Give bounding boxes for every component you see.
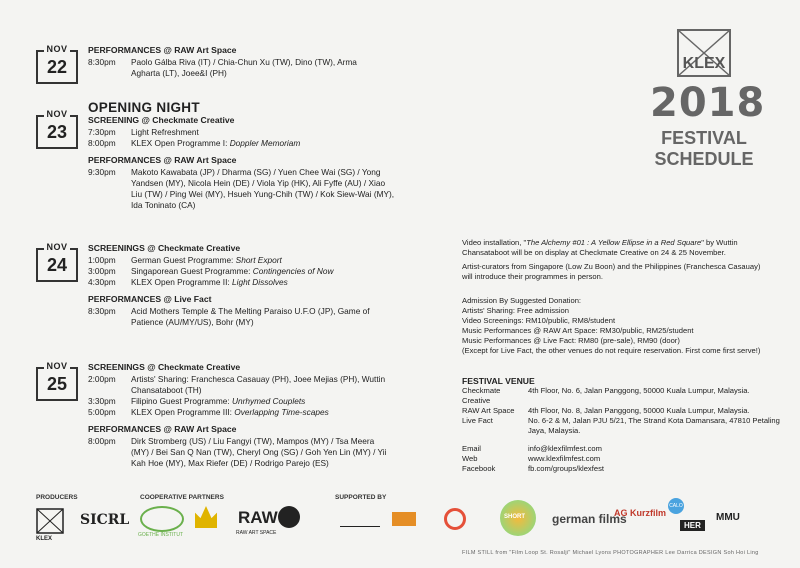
raw-logo: RAW: [238, 508, 278, 527]
description: Filipino Guest Programme: Unrhymed Couplets: [131, 396, 306, 406]
description: KLEX Open Programme I: Doppler Memoriam: [131, 138, 301, 148]
description: Acid Mothers Temple & The Melting Paraiso U.F.O (JP), Game of Patience (AU/MY/US), Bohr (MY): [131, 306, 370, 327]
contact-info: [462, 444, 762, 474]
venue-heading: FESTIVAL VENUE: [462, 376, 535, 386]
contact-row: [462, 444, 762, 454]
klex-logo-text: KLEX: [36, 536, 53, 542]
time: 8:30pm: [88, 306, 116, 316]
logo-text: KLEX: [682, 55, 726, 72]
time: 7:30pm: [88, 127, 116, 137]
description: Light Refreshment: [131, 127, 199, 137]
time: 1:00pm: [88, 255, 116, 265]
venue-row: [462, 386, 782, 406]
venue-name: Checkmate Creative: [462, 386, 501, 405]
date-month: NOV: [44, 44, 70, 54]
klex-producer-logo: [36, 508, 64, 534]
schedule-row: [88, 266, 388, 277]
date-badge-nov23: [36, 109, 78, 149]
venue-name: RAW Art Space: [462, 406, 515, 415]
credits-line: FILM STILL from "Film Loop St. Rosalji" Michael Lyons PHOTOGRAPHER Lee Darrica DESIGN Soh Hoi Ling: [462, 550, 759, 556]
raw-logo-sub: RAW ART SPACE: [236, 530, 277, 536]
short-metrage-logo-icon: [340, 514, 380, 527]
goethe-logo-text: GOETHE INSTITUT: [138, 532, 183, 538]
filmforderung-logo-icon: [444, 508, 466, 530]
time: 8:30pm: [88, 57, 116, 67]
venue-row: [462, 416, 782, 436]
crown-logo-icon: [195, 506, 217, 528]
schedule-row: [88, 127, 398, 138]
section-heading: PERFORMANCES @ Live Fact: [88, 294, 212, 304]
schedule-row: [88, 277, 388, 288]
contact-label: Facebook: [462, 464, 496, 473]
contact-row: [462, 454, 762, 464]
schedule-row: [88, 138, 398, 149]
section-nov24: [88, 243, 388, 328]
admission-line: Music Performances @ RAW Art Space: RM30/public, RM25/student: [462, 326, 694, 335]
section-nov22: [88, 45, 378, 79]
date-day: 23: [46, 122, 68, 142]
contact-link[interactable]: fb.com/groups/klexfest: [528, 464, 604, 473]
short-logo-text: SHORT: [504, 514, 525, 520]
section-heading: PERFORMANCES @ RAW Art Space: [88, 155, 237, 165]
contact-link[interactable]: www.klexfilmfest.com: [528, 454, 601, 463]
curators-note: Artist-curators from Singapore (Low Zu Boon) and the Philippines (Franchesca Casauay) will introduce their programmes in person.: [462, 262, 761, 281]
venue-address: 4th Floor, No. 8, Jalan Panggong, 50000 Kuala Lumpur, Malaysia.: [528, 406, 750, 415]
ag-kurzfilm-logo: AG Kurzfilm: [614, 508, 667, 518]
description: Artists' Sharing: Franchesca Casauay (PH), Joee Mejias (PH), Wuttin Chansataboot (TH): [131, 374, 386, 395]
schedule-row: [88, 255, 388, 266]
sponsor-logo-icon: [392, 512, 416, 526]
sicrl-logo: SICRL: [80, 512, 130, 528]
date-month: NOV: [44, 109, 70, 119]
venue-address: No. 6-2 & M, Jalan PJU 5/21, The Strand Kota Damansara, 47810 Petaling Jaya, Malaysia.: [528, 416, 780, 435]
producers-label: PRODUCERS: [36, 494, 78, 501]
section-nov23: [88, 102, 398, 211]
description: Paolo Gálba Riva (IT) / Chia-Chun Xu (TW), Dino (TW), Arma Agharta (LT), Joee&I (PH): [131, 57, 357, 78]
admission-line: Video Screenings: RM10/public, RM8/student: [462, 316, 616, 325]
section-heading: SCREENINGS @ Checkmate Creative: [88, 362, 241, 372]
date-month: NOV: [44, 242, 70, 252]
klex-festival-logo: [650, 28, 766, 198]
festival-line1: FESTIVAL: [661, 128, 747, 148]
her-logo: HER: [680, 520, 705, 531]
description: German Guest Programme: Short Export: [131, 255, 282, 265]
venue-address: 4th Floor, No. 6, Jalan Panggong, 50000 Kuala Lumpur, Malaysia.: [528, 386, 750, 395]
description: KLEX Open Programme II: Light Dissolves: [131, 277, 288, 287]
section-heading: PERFORMANCES @ RAW Art Space: [88, 45, 237, 55]
section-heading: SCREENINGS @ Checkmate Creative: [88, 243, 241, 253]
time: 5:00pm: [88, 407, 116, 417]
admission-info: [462, 296, 772, 356]
time: 4:30pm: [88, 277, 116, 287]
contact-label: Web: [462, 454, 478, 463]
section-nov25: [88, 362, 388, 469]
install-title: The Alchemy #01 : A Yellow Ellipse in a Red Square: [526, 238, 702, 247]
install-text-post: " by Wuttin Chansataboot will be on display at Checkmate Creative on 24 & 25 November.: [462, 238, 738, 257]
time: 9:30pm: [88, 167, 116, 177]
description: KLEX Open Programme III: Overlapping Time-scapes: [131, 407, 329, 417]
schedule-row: [88, 407, 388, 418]
date-day: 22: [46, 57, 68, 77]
festival-year: 2018: [650, 80, 766, 126]
date-badge-nov25: [36, 361, 78, 401]
calo-logo: CALO: [668, 498, 684, 514]
mmu-logo: MMU: [716, 512, 740, 523]
time: 8:00pm: [88, 436, 116, 446]
admission-line: Admission By Suggested Donation:: [462, 296, 582, 305]
description: Singaporean Guest Programme: Contingencies of Now: [131, 266, 334, 276]
schedule-row: [88, 374, 388, 396]
time: 2:00pm: [88, 374, 116, 384]
installation-note: [462, 238, 762, 258]
klex-logo-mark: [650, 28, 758, 78]
contact-label: Email: [462, 444, 481, 453]
venue-row: [462, 406, 782, 416]
admission-line: Artists' Sharing: Free admission: [462, 306, 569, 315]
admission-line: Music Performances @ Live Fact: RM80 (pre-sale), RM90 (door): [462, 336, 680, 345]
opening-night-title: OPENING NIGHT: [88, 100, 200, 115]
festival-venue: [462, 376, 782, 436]
schedule-row: [88, 396, 388, 407]
description: Dirk Stromberg (US) / Liu Fangyi (TW), Mampos (MY) / Tsa Meera (MY) / Bei San Q Nan (TW), Cheryl Ong (SG) / Goh Yen Lin (MY) / Yii Kah Hoe (MY), Max Riefer (DE) / Rodrigo Parejo (ES): [131, 436, 387, 468]
german-films-logo: german films: [552, 512, 627, 526]
festival-line2: SCHEDULE: [654, 149, 754, 169]
goethe-logo-icon: [140, 506, 184, 532]
checkmate-logo-icon: [278, 506, 300, 528]
date-badge-nov22: [36, 44, 78, 84]
date-day: 25: [46, 374, 68, 394]
cooperative-partners-label: COOPERATIVE PARTNERS: [140, 494, 224, 501]
section-heading: SCREENING @ Checkmate Creative: [88, 115, 235, 125]
date-badge-nov24: [36, 242, 78, 282]
time: 8:00pm: [88, 138, 116, 148]
date-month: NOV: [44, 361, 70, 371]
install-text-pre: Video installation, ": [462, 238, 527, 247]
festival-title: [650, 128, 758, 170]
contact-row: [462, 464, 762, 474]
admission-line: (Except for Live Fact, the other venues do not require reservation. First come first serve!): [462, 346, 761, 355]
contact-link[interactable]: info@klexfilmfest.com: [528, 444, 602, 453]
time: 3:30pm: [88, 396, 116, 406]
description: Makoto Kawabata (JP) / Dharma (SG) / Yuen Chee Wai (SG) / Yong Yandsen (MY), Nicola Hein (DE) / Viola Yip (HK), Ali Fyffe (AU) / Xiao Liu (TW) / Ping Wei (MY), Hsueh Yung-Chih (TW) / Kok Siew-Wai (MY), Ida Toninato (CA): [131, 167, 395, 210]
section-heading: PERFORMANCES @ RAW Art Space: [88, 424, 237, 434]
date-day: 24: [46, 255, 68, 275]
venue-name: Live Fact: [462, 416, 493, 425]
supported-by-label: SUPPORTED BY: [335, 494, 387, 501]
time: 3:00pm: [88, 266, 116, 276]
